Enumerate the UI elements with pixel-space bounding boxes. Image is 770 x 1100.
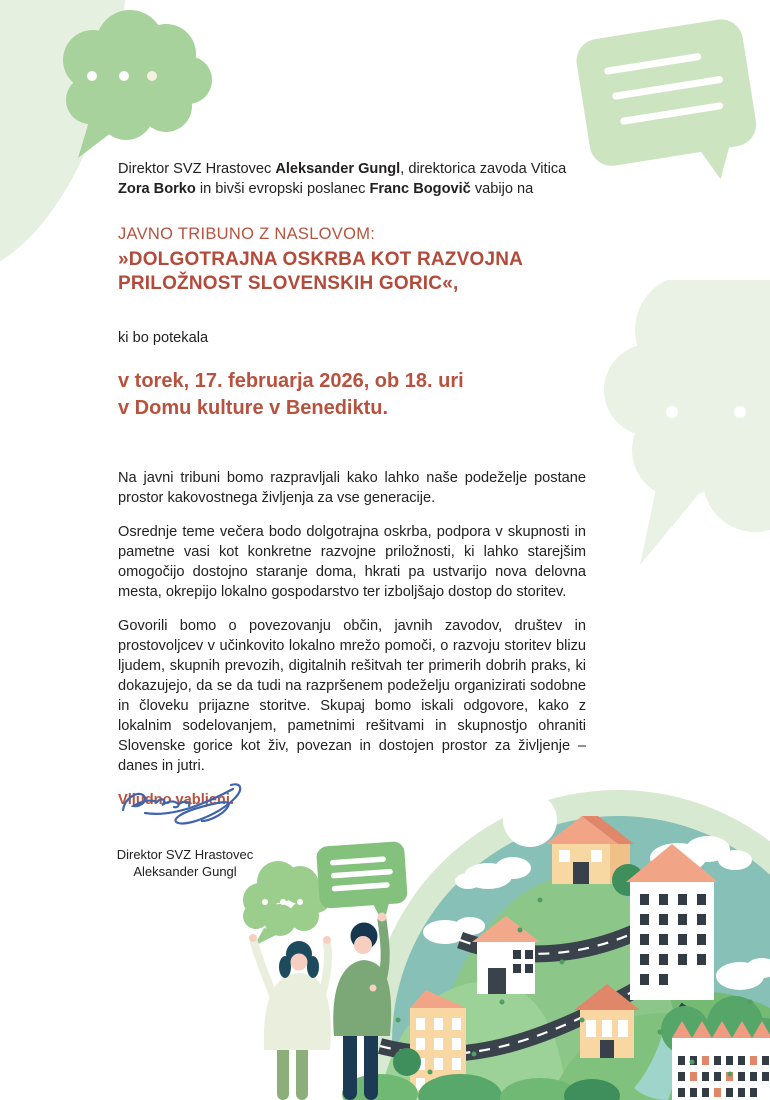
intro-paragraph [118,160,618,199]
intro-text: Direktor SVZ Hrastovec [118,161,276,177]
paragraph: Osrednje teme večera bodo dolgotrajna oskrba, podpora v skupnosti in pametne vasi kot konkretne razvojne priložnosti, ki lahko starejšim omogočijo dostojno staranje doma, hkrati pa ustvarijo nova delovna mesta, okrepijo lokalno gospodarstvo ter izboljšajo dostop do storitev. [118,524,586,600]
intro-text: vabijo na [470,180,534,197]
event-kicker: JAVNO TRIBUNO Z NASLOVOM: [118,225,376,243]
intro-text: , direktorica zavoda Vitica [400,161,567,177]
event-datetime [118,368,618,422]
paragraph: Na javni tribuni bomo razpravljali kako lahko naše podeželje postane prostor kakovostnega življenja za vse generacije. [118,470,586,506]
person-name: Aleksander Gungl [275,161,401,177]
event-venue: v Domu kulture v Benediktu. [118,397,389,419]
event-title [118,248,618,296]
paragraph: Govorili bomo o povezovanju občin, javnih zavodov, društev in prostovoljcev v učinkovito lokalno mrežo pomoči, o razvoju storitev blizu ljudem, skupnih prevozih, digitalnih rešitvah ter primerih dobrih praks, ki dokazujejo, da se da tudi na razpršenem podeželju organizirati sodobne in človeku prijazne storitve. Skupaj bomo iskali odgovore, kako z lokalnim sodelovanjem, pametnimi rešitvami in skupnostjo ohraniti Slovenske gorice kot živ, povezan in dostojen prostor za življenje – danes in jutri. [118,618,586,774]
lead-in-text: ki bo potekala [118,330,209,346]
intro-text: in bivši evropski poslanec [195,180,370,197]
event-title-line1: »DOLGOTRAJNA OSKRBA KOT RAZVOJNA [118,249,524,270]
row-houses [661,996,770,1100]
held-speech-bubble [316,841,410,929]
closing-line: Vljudno vabljeni. [118,792,234,808]
sun-icon [503,793,557,847]
signatory-name: Aleksander Gungl [133,864,237,879]
person-woman [249,934,331,1100]
event-date: v torek, 17. februarja 2026, ob 18. uri [118,370,464,392]
letter-body [118,160,618,824]
community-village-illustration [230,770,770,1100]
thought-cloud-icon [38,8,218,168]
person-name: Franc Bogovič [369,180,471,197]
event-title-line2: PRILOŽNOST SLOVENSKIH GORIC«, [118,273,459,294]
signatory-role: Direktor SVZ Hrastovec [116,847,254,862]
body-paragraphs [118,468,586,810]
person-name: Zora Borko [118,180,196,197]
